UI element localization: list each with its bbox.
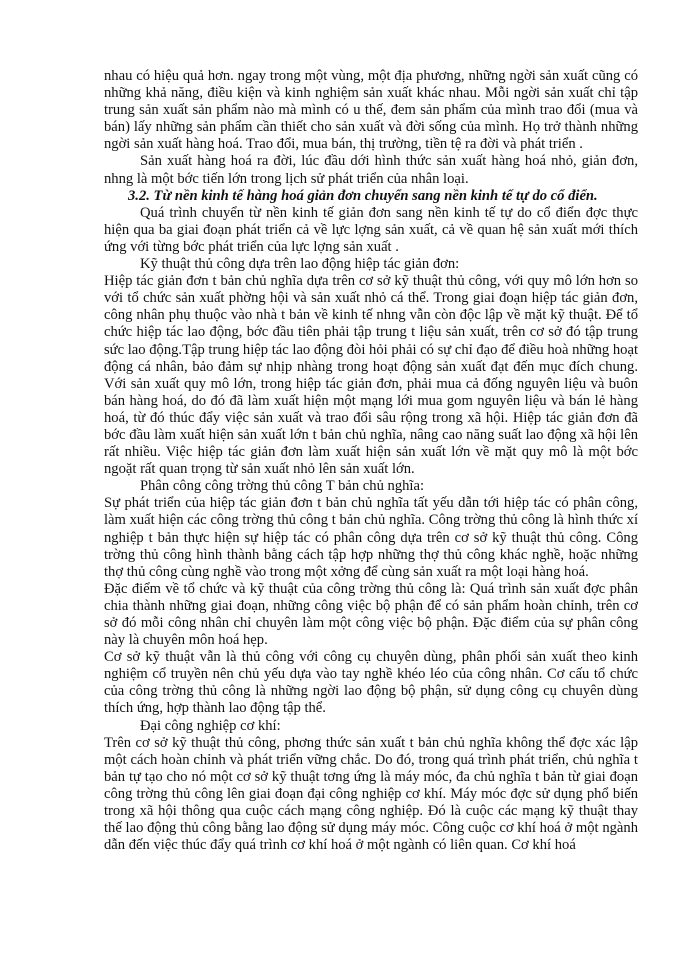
subheading-paragraph: Đại công nghiệp cơ khí: (140, 717, 281, 734)
subheading-paragraph: Phân công công trờng thủ công T bản chủ nghĩa: (140, 478, 425, 495)
section-heading: 3.2. Từ nền kinh tế hàng hoá giản đơn chuyển sang nền kinh tế tự do cổ điển. (128, 187, 598, 204)
subheading-paragraph: Kỹ thuật thủ công dựa trên lao động hiệp tác giản đơn: (140, 256, 460, 273)
paragraph: Sản xuất hàng hoá ra đời, lúc đầu dới hình thức sản xuất hàng hoá nhỏ, giản đơn, nhng là một bớc tiến lớn trong lịch sử phát triển của nhân loại. (104, 153, 638, 187)
paragraph: Đặc điểm về tổ chức và kỹ thuật của công trờng thủ công là: Quá trình sản xuất đợc phân chia thành những giai đoạn, những công việc bộ phận để có sản phẩm hoàn chỉnh, trên cơ sở đó mỗi công nhân chỉ chuyên làm một công việc bộ phận. Đặc điểm của sự phân công này là chuyên môn hoá hẹp. (104, 580, 638, 649)
paragraph: nhau có hiệu quả hơn. ngay trong một vùng, một địa phương, những ngời sản xuất cũng có những khả năng, điều kiện và kinh nghiệm sản xuất khác nhau. Mỗi ngời sản xuất chỉ tập trung sản xuất sản phẩm nào mà mình có u thế, đem sản phẩm của mình trao đổi (mua và bán) lấy những sản phẩm cần thiết cho sản xuất và đời sống của mình. Họ trở thành những ngời sản xuất hàng hoá. Trao đổi, mua bán, thị trường, tiền tệ ra đời và phát triển . (104, 68, 638, 153)
paragraph: Quá trình chuyển từ nền kinh tế giản đơn sang nền kinh tế tự do cổ điển đợc thực hiện qua ba giai đoạn phát triển cả về lực lợng sản xuất, cả về quan hệ sản xuất mới thích ứng với từng bớc phát triển của lực lợng sản xuất . (104, 204, 638, 255)
paragraph: Sự phát triển của hiệp tác giản đơn t bản chủ nghĩa tất yếu dẫn tới hiệp tác có phân công, làm xuất hiện các công trờng thủ công t bản chủ nghĩa. Công trờng thủ công là hình thức xí nghiệp t bản thực hiện sự hiệp tác có phân công dựa trên cơ sở kỹ thuật thủ công. Công trờng thủ công hình thành bằng cách tập hợp những thợ thủ công khác nghề, hoặc những thợ thủ công cùng nghề vào trong một xởng để cùng sản xuất ra một loại hàng hoá. (104, 495, 638, 580)
paragraph: Trên cơ sở kỹ thuật thủ công, phơng thức sản xuất t bản chủ nghĩa không thể đợc xác lập một cách hoàn chỉnh và phát triển vững chắc. Do đó, trong quá trình phát triển, chủ nghĩa t bản tự tạo cho nó một cơ sở kỹ thuật tơng ứng là máy móc, đa chủ nghĩa t bản từ giai đoạn công trờng thủ công lên giai đoạn đại công nghiệp cơ khí. Máy móc đợc sử dụng phổ biến trong xã hội thông qua cuộc cách mạng công nghiệp. Đó là cuộc các mạng kỹ thuật thay thế lao động thủ công bằng lao động sử dụng máy móc. Công cuộc cơ khí hoá ở một ngành dẫn đến việc thúc đẩy quá trình cơ khí hoá ở một ngành có liên quan. Cơ khí hoá (104, 734, 638, 854)
paragraph: Cơ sở kỹ thuật vẫn là thủ công với công cụ chuyên dùng, phân phối sản xuất theo kinh nghiệm cổ truyền nên chủ yếu dựa vào tay nghề khéo léo của công nhân. Cơ cấu tổ chức của công trờng thủ công là những ngời lao động bộ phận, sử dụng công cụ chuyên dùng thích ứng, hợp thành lao động tập thể. (104, 649, 638, 717)
paragraph: Hiệp tác giản đơn t bản chủ nghĩa dựa trên cơ sở kỹ thuật thủ công, với quy mô lớn hơn so với tổ chức sản xuất phờng hội và sản xuất nhỏ cá thể. Trong giai đoạn hiệp tác giản đơn, công nhân phụ thuộc vào nhà t bản về kinh tế nhng vẫn còn độc lập về mặt kỹ thuật. Để tổ chức hiệp tác lao động, bớc đầu tiên phải tập trung t liệu sản xuất, trên cơ sở đó tập trung sức lao động.Tập trung hiệp tác lao động đòi hỏi phải có sự chỉ đạo để điều hoà những hoạt động cá nhân, bảo đảm sự nhịp nhàng trong hoạt động sản xuất đạt đến mục đích chung. Với sản xuất quy mô lớn, trong hiệp tác giản đơn, phải mua cả đống nguyên liệu và buôn bán hàng hoá, do đó đã làm xuất hiện một mạng lới mua gom nguyên liệu và bán lẻ hàng hoá, từ đó thúc đẩy việc sản xuất và trao đổi sâu rộng trong xã hội. Hiệp tác giản đơn đã bớc đầu làm xuất hiện sản xuất lớn t bản chủ nghĩa, nâng cao năng suất lao động xã hội lên rất nhiều. Việc hiệp tác giản đơn làm xuất hiện sản xuất lớn về mặt quy mô là một bớc ngoặt rất quan trọng từ sản xuất nhỏ lên sản xuất lớn. (104, 273, 638, 478)
